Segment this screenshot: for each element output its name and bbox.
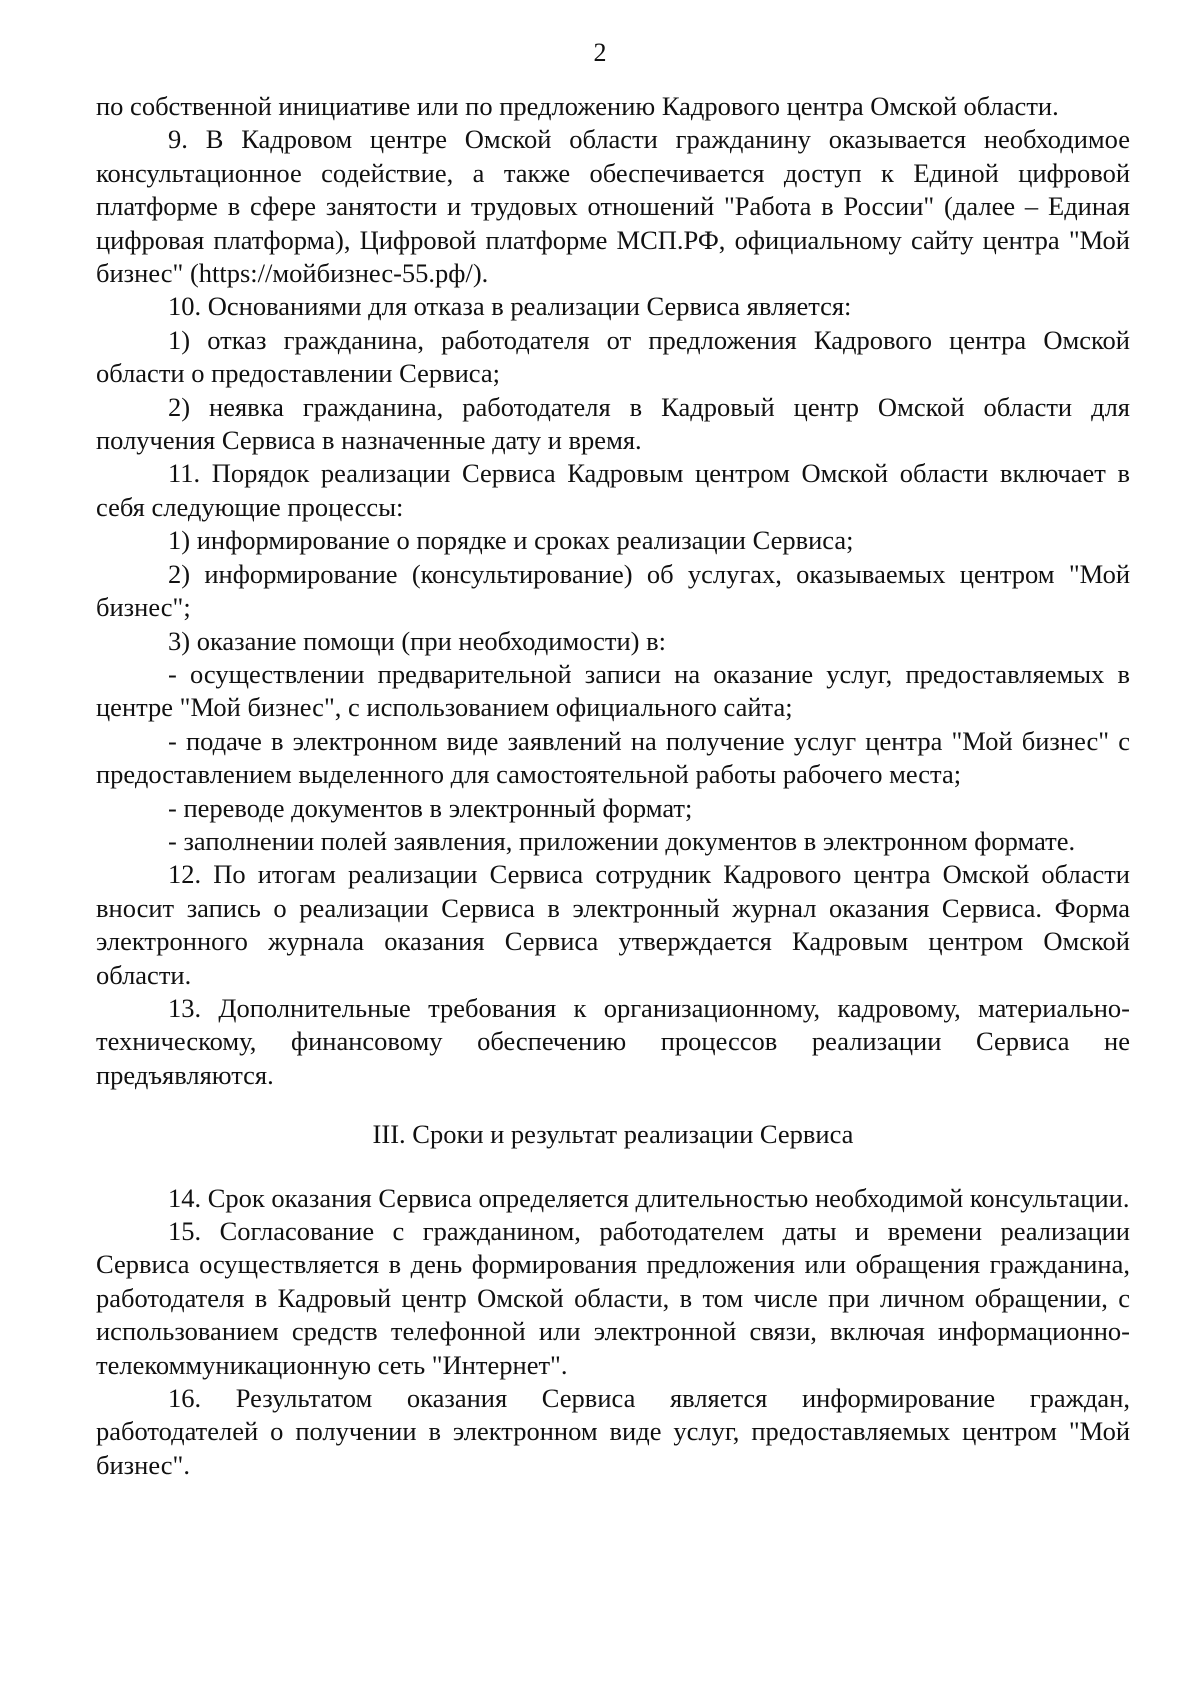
paragraph: - заполнении полей заявления, приложении документов в электронном формате. (168, 825, 1076, 856)
paragraph: 11. Порядок реализации Сервиса Кадровым центром Омской области включает в себя следующие процессы: (96, 458, 1130, 522)
paragraphs-before-heading (96, 90, 1130, 1092)
paragraph: 14. Срок оказания Сервиса определяется длительностью необходимой консультации. (168, 1182, 1130, 1213)
page-number: 2 (593, 38, 607, 67)
paragraphs-after-heading (96, 1182, 1130, 1483)
paragraph: - подаче в электронном виде заявлений на получение услуг центра "Мой бизнес" с предоставлением выделенного для самостоятельной работы рабочего места; (96, 725, 1130, 790)
paragraph: 2) информирование (консультирование) об услугах, оказываемых центром "Мой бизнес"; (96, 558, 1130, 623)
paragraph: 13. Дополнительные требования к организационному, кадровому, материально-техническому, финансовому обеспечению процессов реализации Сервиса не предъявляются. (96, 992, 1130, 1090)
paragraph: 9. В Кадровом центре Омской области гражданину оказывается необходимое консультационное содействие, а также обеспечивается доступ к Единой цифровой платформе в сфере занятости и трудовых отношений "Работа в России" (далее – Единая цифровая платформа), Цифровой платформе МСП.РФ, официальному сайту центра "Мой бизнес" (https://мойбизнес-55.рф/). (96, 124, 1130, 289)
paragraph: 15. Согласование с гражданином, работодателем даты и времени реализации Сервиса осуществляется в день формирования предложения или обращения гражданина, работодателя в Кадровый центр Омской области, в том числе при личном обращении, с использованием средств телефонной или электронной связи, включая информационно-телекоммуникационную сеть "Интернет". (96, 1216, 1130, 1380)
paragraph: 1) отказ гражданина, работодателя от предложения Кадрового центра Омской области о предоставлении Сервиса; (96, 324, 1130, 389)
paragraph: - переводе документов в электронный формат; (168, 792, 693, 823)
section-heading: III. Сроки и результат реализации Сервиса (372, 1119, 854, 1150)
paragraph: 12. По итогам реализации Сервиса сотрудник Кадрового центра Омской области вносит запись о реализации Сервиса в электронный журнал оказания Сервиса. Форма электронного журнала оказания Сервиса утверждается Кадровым центром Омской области. (96, 859, 1130, 990)
document-body (96, 90, 1130, 1482)
paragraph: по собственной инициативе или по предложению Кадрового центра Омской области. (96, 91, 1059, 121)
paragraph: - осуществлении предварительной записи на оказание услуг, предоставляемых в центре "Мой бизнес", с использованием официального сайта; (96, 658, 1130, 723)
paragraph: 1) информирование о порядке и сроках реализации Сервиса; (168, 525, 854, 556)
paragraph: 2) неявка гражданина, работодателя в Кадровый центр Омской области для получения Сервиса в назначенные дату и время. (96, 391, 1130, 456)
paragraph: 3) оказание помощи (при необходимости) в: (168, 625, 666, 656)
paragraph: 10. Основаниями для отказа в реализации Сервиса является: (168, 291, 852, 322)
paragraph: 16. Результатом оказания Сервиса является информирование граждан, работодателей о получении в электронном виде услуг, предоставляемых центром "Мой бизнес". (96, 1383, 1130, 1480)
